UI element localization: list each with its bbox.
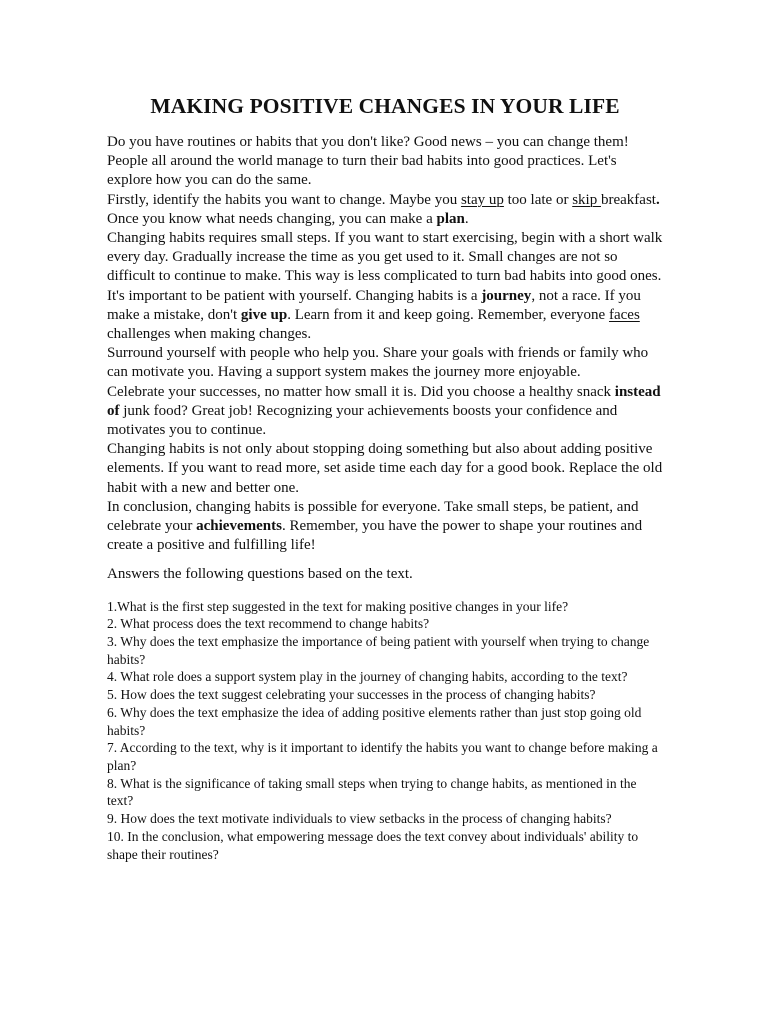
underlined-word-faces: faces — [608, 306, 640, 323]
bold-word-plan: plan — [436, 210, 465, 227]
question-text: What role does a support system play in the journey of changing habits, according to the text? — [117, 669, 628, 685]
bold-word-achievements: achievements — [196, 518, 282, 535]
question-text: In the conclusion, what empowering message does the text convey about individuals' ability to shape their routines? — [107, 828, 639, 862]
question-item — [107, 828, 663, 863]
paragraph-2-text-b: too late or — [503, 191, 573, 208]
bold-period: . — [655, 191, 660, 208]
question-number: 8. — [107, 775, 118, 791]
question-text: How does the text motivate individuals to view setbacks in the process of changing habits? — [117, 811, 612, 827]
paragraph-1: Do you have routines or habits that you don't like? Good news – you can change them! People all around the world manage to turn their bad habits into good practices. Let's explore how you can do the same. — [107, 134, 629, 189]
paragraph-4 — [107, 287, 663, 345]
question-item — [107, 633, 663, 668]
underlined-phrase-skip: skip — [572, 191, 601, 208]
question-item — [107, 810, 663, 828]
question-number: 10. — [107, 828, 124, 844]
underlined-phrase-stay-up: stay up — [460, 191, 504, 208]
question-item — [107, 668, 663, 686]
question-item — [107, 704, 663, 739]
bold-word-journey: journey — [481, 287, 532, 304]
paragraph-8 — [107, 498, 663, 556]
question-number: 9. — [107, 811, 118, 827]
question-number: 7. — [107, 740, 118, 756]
question-text: Why does the text emphasize the idea of adding positive elements rather than just stop going old habits? — [107, 704, 642, 738]
reading-passage — [107, 133, 663, 555]
paragraph-4-text-c: . Learn from it and keep going. Remember, everyone — [287, 306, 609, 323]
paragraph-3: Changing habits requires small steps. If you want to start exercising, begin with a short walk every day. Gradually increase the time as you get used to it. Small changes are not so difficult to continue to make. This way is less complicated to turn bad habits into good ones. — [107, 230, 663, 285]
question-text: According to the text, why is it important to identify the habits you want to change before making a plan? — [107, 740, 658, 773]
paragraph-2 — [107, 191, 663, 229]
paragraph-6-text-a: Celebrate your successes, no matter how small it is. Did you choose a healthy snack — [107, 383, 615, 400]
paragraph-6-text-b: junk food? Great job! Recognizing your achievements boosts your confidence and motivates you to continue. — [107, 402, 618, 439]
paragraph-5: Surround yourself with people who help you. Share your goals with friends or family who can motivate you. Having a support system makes the journey more enjoyable. — [107, 345, 649, 381]
question-item — [107, 686, 663, 704]
paragraph-4-text-d: challenges when making changes. — [107, 326, 312, 343]
question-text: Why does the text emphasize the importance of being patient with yourself when trying to change habits? — [107, 634, 650, 667]
question-item — [107, 615, 663, 633]
question-text: What is the significance of taking small steps when trying to change habits, as mentioned in the text? — [107, 775, 637, 809]
paragraph-4-text-b: , not a race. If you make a mistake, don't — [107, 287, 641, 323]
paragraph-8-text-a: In conclusion, changing habits is possible for everyone. Take small steps, be patient, and celebrate your — [107, 498, 639, 535]
questions-list — [107, 598, 663, 864]
question-text: What is the first step suggested in the text for making positive changes in your life? — [117, 598, 569, 614]
paragraph-6 — [107, 383, 663, 441]
paragraph-2-text-d: Once you know what needs changing, you can make a — [107, 210, 437, 227]
question-item — [107, 598, 663, 616]
question-text: What process does the text recommend to change habits? — [117, 616, 430, 632]
question-number: 4. — [107, 669, 118, 685]
question-item — [107, 775, 663, 810]
document-title: MAKING POSITIVE CHANGES IN YOUR LIFE — [150, 94, 620, 118]
paragraph-2-text-e: . — [464, 210, 469, 227]
question-number: 2. — [107, 616, 118, 632]
bold-phrase-instead-of: instead of — [107, 383, 661, 419]
question-number: 3. — [107, 634, 118, 650]
document-page — [107, 92, 663, 863]
paragraph-2-text-a: Firstly, identify the habits you want to change. Maybe you — [107, 191, 461, 208]
question-number: 5. — [107, 687, 118, 703]
question-text: How does the text suggest celebrating your successes in the process of changing habits? — [117, 687, 596, 703]
paragraph-4-text-a: It's important to be patient with yourself. Changing habits is a — [107, 287, 482, 304]
question-number: 6. — [107, 704, 118, 720]
paragraph-8-text-b: . Remember, you have the power to shape your routines and create a positive and fulfilling life! — [107, 518, 643, 554]
question-item — [107, 739, 663, 774]
questions-instruction: Answers the following questions based on the text. — [107, 566, 413, 583]
question-number: 1. — [107, 598, 118, 614]
paragraph-7: Changing habits is not only about stopping doing something but also about adding positive elements. If you want to read more, set aside time each day for a good book. Replace the old habit with a new and better one. — [107, 441, 663, 496]
bold-phrase-give-up: give up — [240, 306, 288, 323]
paragraph-2-text-c: breakfast — [600, 191, 656, 208]
